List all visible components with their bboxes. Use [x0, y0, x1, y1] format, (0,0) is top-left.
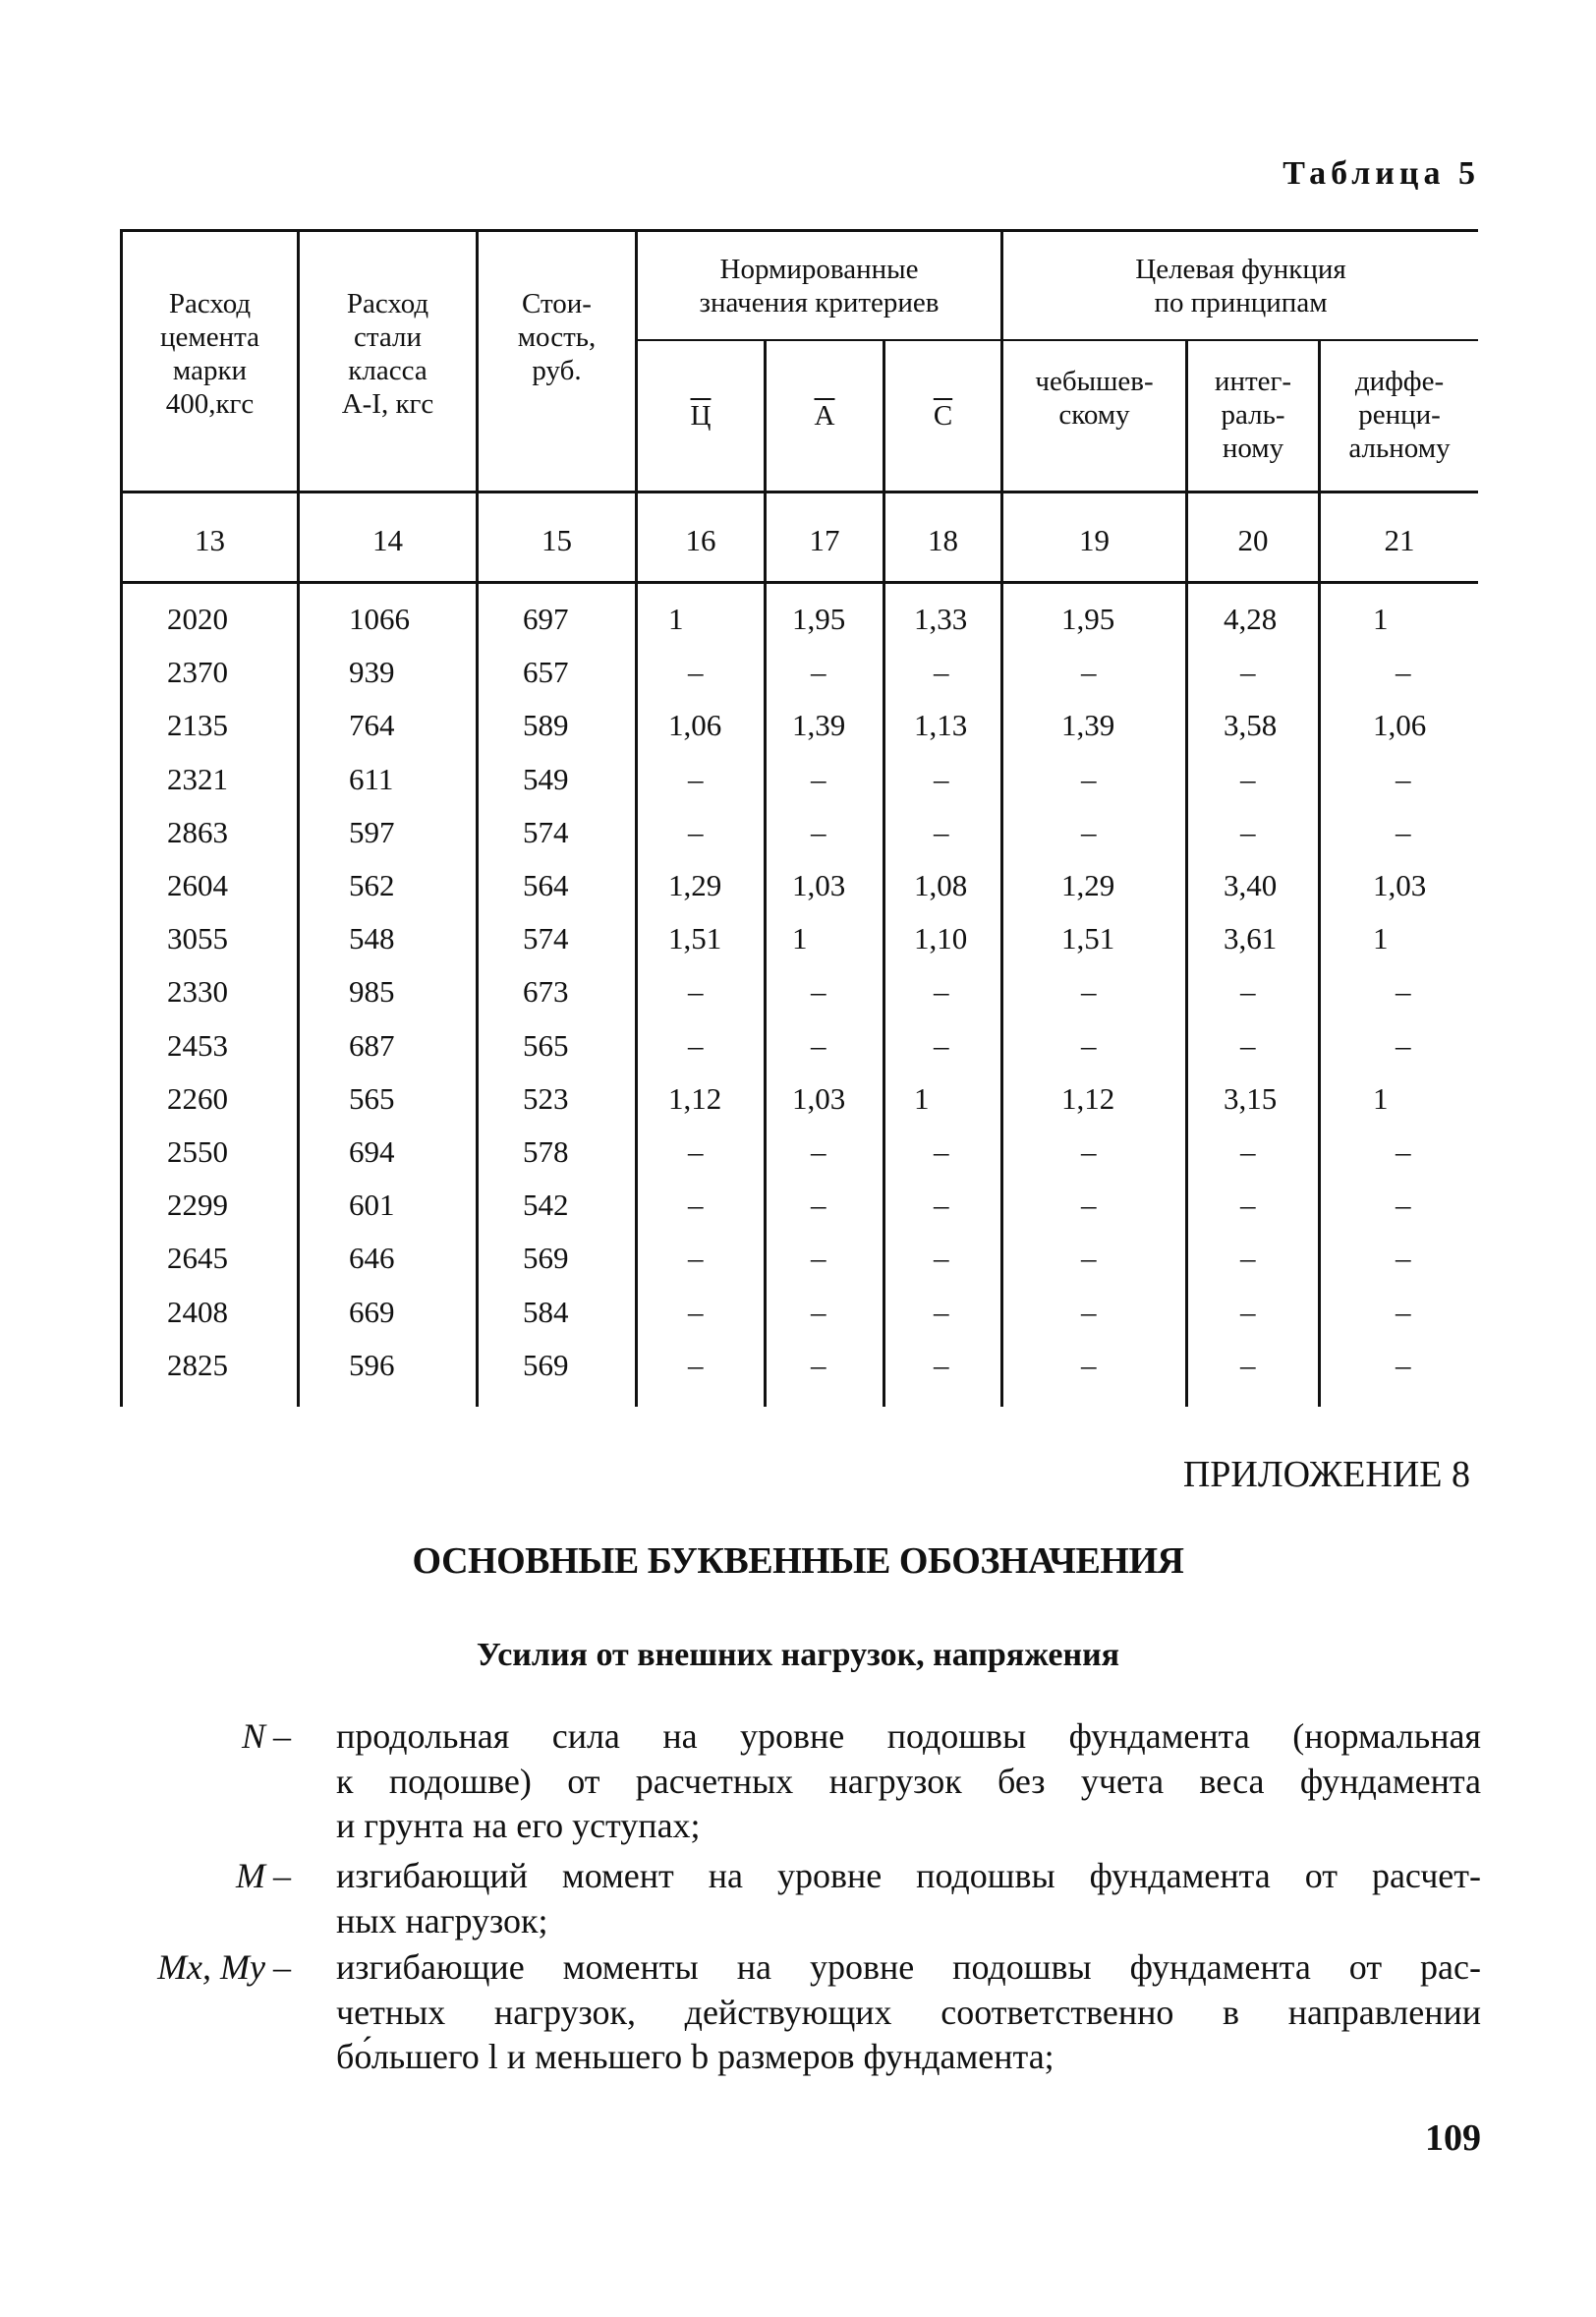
table-cell: – — [1396, 761, 1411, 796]
table-cell: 1,03 — [792, 868, 846, 902]
table-cell: 2550 — [167, 1134, 228, 1169]
header-target-diff: диффе- ренци- альному — [1348, 366, 1451, 464]
table-cell: – — [1081, 1027, 1097, 1063]
table-cell: – — [1396, 1027, 1411, 1063]
table-cell: – — [1081, 1134, 1097, 1169]
table-cell: 1,29 — [668, 868, 722, 902]
table-cell: – — [1396, 1347, 1411, 1382]
table-cell: – — [934, 761, 949, 796]
table-cell: – — [1081, 655, 1097, 690]
definition-text-line: бо́льшего l и меньшего b размеров фундамента; — [336, 2037, 1054, 2076]
table-cell: – — [1081, 1294, 1097, 1329]
table-cell: 697 — [523, 602, 569, 636]
table-vrule — [883, 339, 885, 1407]
table-cell: 589 — [523, 708, 569, 743]
table-cell: – — [688, 1134, 704, 1169]
table-cell: 2020 — [167, 602, 228, 636]
table-cell: – — [688, 761, 704, 796]
column-number: 20 — [1237, 523, 1269, 557]
table-cell: 1,39 — [1061, 708, 1115, 743]
table-cell: 542 — [523, 1187, 569, 1223]
table-cell: 1 — [1373, 921, 1389, 956]
table-cell: – — [1240, 1027, 1256, 1063]
column-number: 15 — [542, 523, 572, 557]
table-cell: – — [934, 1347, 949, 1382]
table-cell: 574 — [523, 921, 569, 956]
table-cell: 2330 — [167, 974, 228, 1010]
table-cell: 1,39 — [792, 708, 846, 743]
table-cell: – — [688, 814, 704, 849]
definition-text-line: к подошве) от расчетных нагрузок без учета веса фундамента — [336, 1761, 1481, 1801]
table-cell: 1,95 — [792, 602, 846, 636]
table-cell: 2645 — [167, 1241, 228, 1276]
table-cell: – — [1240, 1294, 1256, 1329]
header-target-group: Целевая функция по принципам — [1135, 254, 1346, 319]
table-cell: 939 — [349, 655, 395, 690]
column-number: 16 — [685, 523, 716, 557]
table-vrule — [1185, 339, 1188, 1407]
table-cell: – — [1081, 1347, 1097, 1382]
table-cell: – — [934, 1027, 949, 1063]
column-number: 19 — [1079, 523, 1110, 557]
table-cell: 3,40 — [1224, 868, 1278, 902]
column-number: 17 — [809, 523, 840, 557]
table-cell: – — [934, 1241, 949, 1276]
table-cell: 1,10 — [914, 921, 968, 956]
table-caption: Таблица 5 — [1282, 155, 1480, 192]
table-cell: 2453 — [167, 1027, 228, 1063]
table-cell: – — [1240, 1134, 1256, 1169]
table-cell: 1 — [1373, 1080, 1389, 1116]
table-cell: – — [1081, 974, 1097, 1010]
appendix-title: ОСНОВНЫЕ БУКВЕННЫЕ ОБОЗНАЧЕНИЯ — [412, 1540, 1184, 1582]
table-cell: 611 — [349, 761, 394, 796]
table-cell: – — [1081, 814, 1097, 849]
table-cell: 569 — [523, 1241, 569, 1276]
table-cell: – — [811, 974, 826, 1010]
definition-text-line: изгибающий момент на уровне подошвы фундамента от расчет- — [336, 1856, 1481, 1895]
table-cell: 1 — [792, 921, 808, 956]
table-cell: – — [1396, 655, 1411, 690]
table-cell: 2299 — [167, 1187, 228, 1223]
header-norm-a: А — [814, 400, 835, 432]
table-cell: – — [688, 1241, 704, 1276]
table-cell: 1,06 — [668, 708, 722, 743]
table-cell: 2408 — [167, 1294, 228, 1329]
table-cell: – — [1240, 1187, 1256, 1223]
definition-symbol: Mx, My — [157, 1947, 265, 1987]
table-cell: 2863 — [167, 814, 228, 849]
table-cell: – — [1396, 974, 1411, 1010]
header-cement: Расход цемента марки 400,кгс — [159, 288, 260, 420]
table-cell: 764 — [349, 708, 395, 743]
table-cell: 646 — [349, 1241, 395, 1276]
table-cell: 985 — [349, 974, 395, 1010]
header-target-cheb: чебышев- скому — [1035, 366, 1154, 431]
table-cell: 562 — [349, 868, 395, 902]
table-cell: – — [811, 1294, 826, 1329]
table-cell: – — [934, 655, 949, 690]
table-cell: – — [1240, 655, 1256, 690]
table-cell: – — [688, 1027, 704, 1063]
table-cell: – — [934, 1187, 949, 1223]
definition-text-line: изгибающие моменты на уровне подошвы фундамента от рас- — [336, 1947, 1481, 1987]
table-cell: 1066 — [349, 602, 410, 636]
table-cell: 1,03 — [792, 1080, 846, 1116]
table-cell: 549 — [523, 761, 569, 796]
definition-text-line: четных нагрузок, действующих соответственно в направлении — [336, 1992, 1481, 2032]
table-cell: – — [811, 1347, 826, 1382]
definition-symbol: M — [236, 1856, 265, 1895]
header-target-integr: интег- раль- ному — [1214, 366, 1292, 464]
table-cell: 597 — [349, 814, 395, 849]
table-cell: 1,95 — [1061, 602, 1115, 636]
column-number: 14 — [372, 523, 403, 557]
table-cell: – — [1240, 814, 1256, 849]
definition-dash: – — [273, 1947, 291, 1987]
table-cell: 574 — [523, 814, 569, 849]
table-cell: – — [934, 814, 949, 849]
table-cell: 687 — [349, 1027, 395, 1063]
table-cell: – — [934, 1134, 949, 1169]
table-cell: – — [811, 1027, 826, 1063]
table-cell: 669 — [349, 1294, 395, 1329]
table-vrule — [476, 229, 479, 1407]
table-cell: 596 — [349, 1347, 395, 1382]
table-cell: 523 — [523, 1080, 569, 1116]
table-top-rule — [120, 229, 1478, 232]
table-cell: – — [1240, 974, 1256, 1010]
table-cell: 3,58 — [1224, 708, 1278, 743]
table-cell: 2260 — [167, 1080, 228, 1116]
table-cell: 1,12 — [1061, 1080, 1115, 1116]
table-cell: – — [811, 1241, 826, 1276]
table-cell: 565 — [523, 1027, 569, 1063]
table-cell: 569 — [523, 1347, 569, 1382]
table-cell: 1,51 — [1061, 921, 1115, 956]
header-cost: Стои- мость, руб. — [517, 288, 597, 386]
table-cell: – — [1081, 1187, 1097, 1223]
table-cell: – — [1396, 1187, 1411, 1223]
definition-symbol: N — [241, 1716, 265, 1756]
column-number: 13 — [195, 523, 225, 557]
table-cell: 657 — [523, 655, 569, 690]
table-cell: 565 — [349, 1080, 395, 1116]
appendix-subtitle: Усилия от внешних нагрузок, напряжения — [476, 1637, 1120, 1673]
table-cell: 4,28 — [1224, 602, 1278, 636]
table-cell: 3,61 — [1224, 921, 1278, 956]
table-cell: – — [1396, 1134, 1411, 1169]
table-header-rule — [120, 491, 1478, 493]
table-cell: 601 — [349, 1187, 395, 1223]
header-norm-c: Ц — [690, 400, 712, 432]
table-cell: 1,08 — [914, 868, 968, 902]
table-cell: 3055 — [167, 921, 228, 956]
page-number: 109 — [1425, 2117, 1481, 2159]
table-cell: 1,12 — [668, 1080, 722, 1116]
table-cell: – — [1240, 761, 1256, 796]
header-norm-group: Нормированные значения критериев — [699, 254, 940, 319]
table-cell: 1,33 — [914, 602, 968, 636]
table-cell: 1,51 — [668, 921, 722, 956]
appendix-label: ПРИЛОЖЕНИЕ 8 — [1182, 1454, 1470, 1495]
definition-text-line: продольная сила на уровне подошвы фундамента (нормальная — [336, 1716, 1481, 1756]
table-cell: – — [1396, 814, 1411, 849]
table-cell: 584 — [523, 1294, 569, 1329]
table-cell: – — [811, 1134, 826, 1169]
table-cell: – — [1081, 1241, 1097, 1276]
table-vrule — [764, 339, 767, 1407]
definition-text-line: ных нагрузок; — [336, 1900, 548, 1940]
table-cell: – — [688, 1347, 704, 1382]
column-number: 18 — [928, 523, 958, 557]
table-cell: – — [811, 655, 826, 690]
table-cell: – — [688, 655, 704, 690]
table-cell: – — [934, 974, 949, 1010]
table-cell: 1 — [914, 1080, 930, 1116]
table-cell: 2825 — [167, 1347, 228, 1382]
table-numbers-rule — [120, 581, 1478, 584]
table-cell: 578 — [523, 1134, 569, 1169]
table-cell: 3,15 — [1224, 1080, 1278, 1116]
table-cell: – — [811, 814, 826, 849]
table-cell: – — [688, 1294, 704, 1329]
definition-text-line: и грунта на его уступах; — [336, 1806, 701, 1845]
table-cell: – — [1396, 1294, 1411, 1329]
definition-dash: – — [273, 1856, 291, 1895]
table-cell: 564 — [523, 868, 569, 902]
table-cell: 1,13 — [914, 708, 968, 743]
table-vrule — [1318, 339, 1321, 1407]
table-cell: 694 — [349, 1134, 395, 1169]
table-cell: 2370 — [167, 655, 228, 690]
table-cell: 2321 — [167, 761, 228, 796]
table-cell: 1,06 — [1373, 708, 1427, 743]
table-cell: – — [811, 1187, 826, 1223]
table-cell: – — [1396, 1241, 1411, 1276]
table-subheader-rule — [635, 339, 1478, 341]
table-cell: – — [688, 1187, 704, 1223]
table-cell: – — [1240, 1347, 1256, 1382]
header-steel: Расход стали класса A-I, кгс — [341, 288, 434, 420]
table-cell: 1,29 — [1061, 868, 1115, 902]
table-cell: 2604 — [167, 868, 228, 902]
header-norm-s: С — [933, 400, 953, 432]
table-cell: 2135 — [167, 708, 228, 743]
table-cell: 673 — [523, 974, 569, 1010]
table-cell: – — [811, 761, 826, 796]
table-cell: – — [1240, 1241, 1256, 1276]
table-cell: 1 — [668, 602, 684, 636]
table-cell: 548 — [349, 921, 395, 956]
table-cell: 1 — [1373, 602, 1389, 636]
table-cell: 1,03 — [1373, 868, 1427, 902]
definition-dash: – — [273, 1716, 291, 1756]
table-cell: – — [934, 1294, 949, 1329]
table-cell: – — [688, 974, 704, 1010]
column-number: 21 — [1384, 523, 1415, 557]
table-cell: – — [1081, 761, 1097, 796]
